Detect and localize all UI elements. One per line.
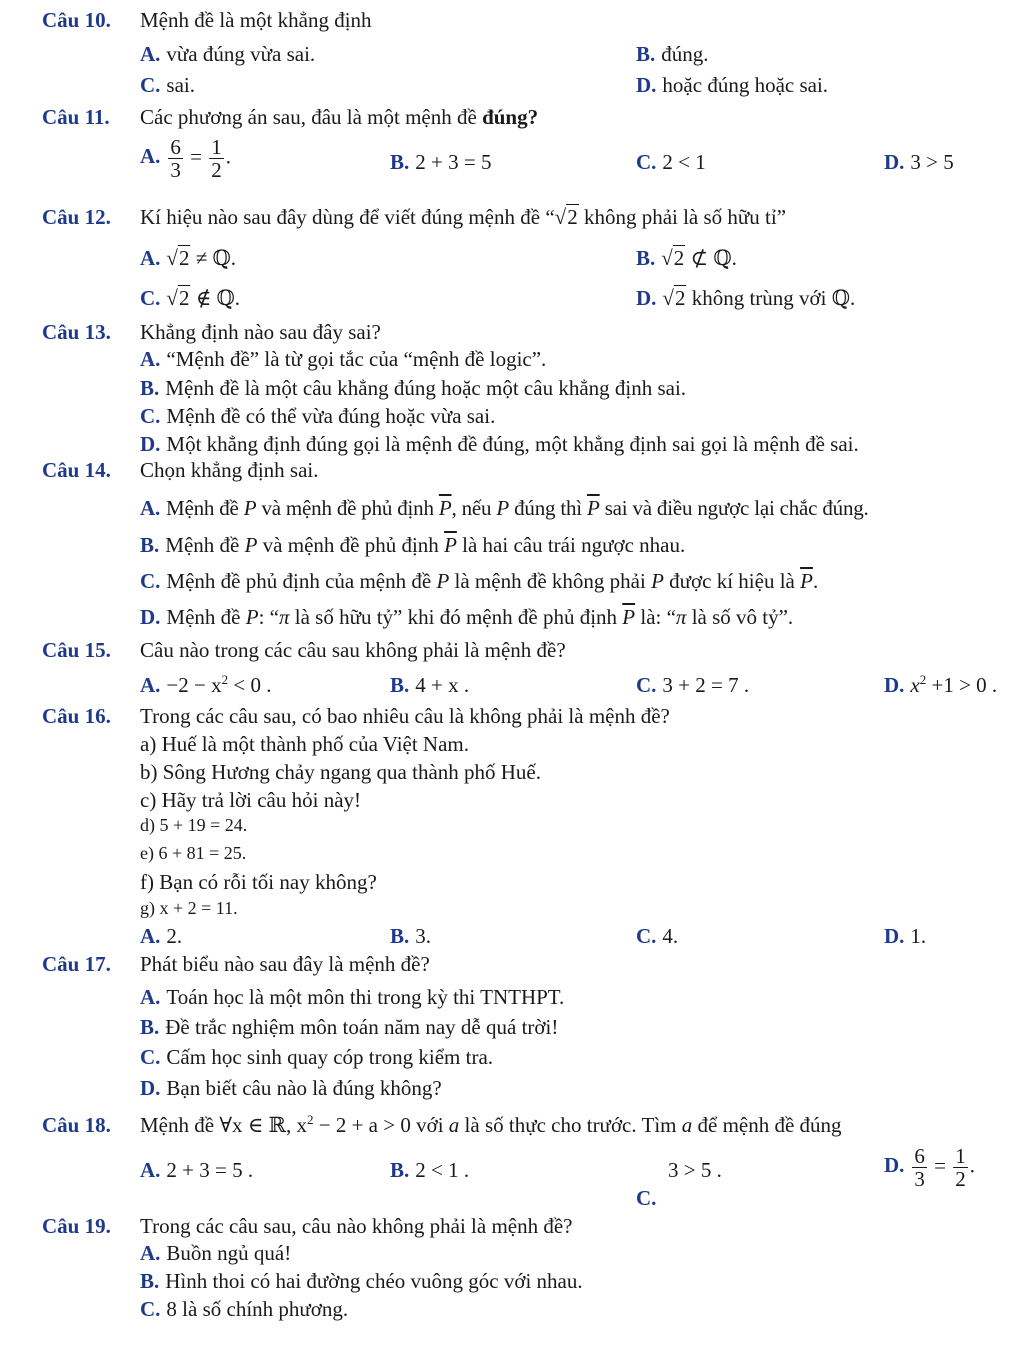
q16-item: b) Sông Hương chảy ngang qua thành phố Huế. [140, 760, 541, 784]
q17-option-c[interactable]: C. Cấm học sinh quay cóp trong kiểm tra. [140, 1045, 494, 1069]
q15-option-b[interactable]: B. 4 + x . [390, 673, 470, 697]
q14-option-b[interactable]: B. Mệnh đề P và mệnh đề phủ định $\overline{P}$ là hai câu trái ngược nhau. [140, 533, 686, 557]
q13-option-d[interactable]: D. Một khẳng định đúng gọi là mệnh đề đúng, một khẳng định sai gọi là mệnh đề sai. [140, 432, 859, 456]
question-12-stem: Câu 12. Kí hiệu nào sau đây dùng để viết đúng mệnh đề “√2 không phải là số hữu tỉ” [42, 205, 787, 229]
fraction: $\frac{1}{2}$ [955, 1144, 966, 1192]
q10-option-d[interactable]: D. hoặc đúng hoặc sai. [636, 73, 829, 97]
q13-option-a[interactable]: A. “Mệnh đề” là từ gọi tắc của “mệnh đề logic”. [140, 347, 547, 371]
q12-option-b[interactable]: B. √2 ⊄ ℚ. [636, 246, 737, 270]
question-19-stem: Câu 19. Trong các câu sau, câu nào không phải là mệnh đề? [42, 1214, 573, 1238]
fraction: $\frac{1}{2}$ [211, 135, 222, 183]
q16-option-b[interactable]: B. 3. [390, 924, 432, 948]
q17-option-a[interactable]: A. Toán học là một môn thi trong kỳ thi TNTHPT. [140, 985, 565, 1009]
q16-item: c) Hãy trả lời câu hỏi này! [140, 788, 362, 812]
fraction: $\frac{6}{3}$ [170, 135, 181, 183]
q16-item: f) Bạn có rỗi tối nay không? [140, 870, 377, 894]
question-15-stem: Câu 15. Câu nào trong các câu sau không phải là mệnh đề? [42, 638, 566, 662]
q11-option-b[interactable]: B. 2 + 3 = 5 [390, 150, 492, 174]
q19-option-c[interactable]: C. 8 là số chính phương. [140, 1297, 349, 1321]
q14-option-d[interactable]: D. Mệnh đề P: “π là số hữu tỷ” khi đó mệnh đề phủ định $\overline{P}$ là: “π là số vô tỷ”. [140, 605, 794, 629]
q14-option-a[interactable]: A. Mệnh đề P và mệnh đề phủ định $\overline{P}$, nếu P đúng thì $\overline{P}$ sai và điều ngược lại chắc đúng. [140, 496, 869, 520]
q16-option-c[interactable]: C. 4. [636, 924, 679, 948]
q18-option-a[interactable]: A. 2 + 3 = 5 . [140, 1158, 254, 1182]
fraction: $\frac{6}{3}$ [914, 1144, 925, 1192]
q12-option-c[interactable]: C. √2 ∉ ℚ. [140, 286, 241, 310]
q16-item: g) x + 2 = 11. [140, 898, 238, 918]
q11-option-a[interactable]: A. $\frac{6}{3}$ = $\frac{1}{2}$ . [140, 135, 232, 183]
q11-option-c[interactable]: C. 2 < 1 [636, 150, 706, 174]
question-13-stem: Câu 13. Khẳng định nào sau đây sai? [42, 320, 381, 344]
q18-option-b[interactable]: B. 2 < 1 . [390, 1158, 470, 1182]
question-10-stem [42, 8, 372, 33]
q17-option-d[interactable]: D. Bạn biết câu nào là đúng không? [140, 1076, 442, 1100]
q11-option-d[interactable]: D. 3 > 5 [884, 150, 954, 174]
q12-option-a[interactable]: A. √2 ≠ ℚ. [140, 246, 237, 270]
q18-option-d[interactable]: D. $\frac{6}{3}$ = $\frac{1}{2}$ . [884, 1144, 976, 1192]
q16-item: a) Huế là một thành phố của Việt Nam. [140, 732, 470, 756]
sqrt-two: √2 [554, 205, 578, 229]
question-14-stem: Câu 14. Chọn khẳng định sai. [42, 458, 319, 482]
question-number: Câu 10. [42, 8, 111, 32]
q10-option-b[interactable]: B. đúng. [636, 42, 709, 66]
q10-option-c[interactable]: C. sai. [140, 73, 195, 97]
q16-option-a[interactable]: A. 2. [140, 924, 183, 948]
q16-item: e) 6 + 81 = 25. [140, 843, 247, 863]
question-17-stem: Câu 17. Phát biểu nào sau đây là mệnh đề? [42, 952, 430, 976]
q12-option-d[interactable]: D. √2 không trùng với ℚ. [636, 286, 856, 310]
q13-option-c[interactable]: C. Mệnh đề có thể vừa đúng hoặc vừa sai. [140, 404, 496, 428]
q18-option-c-value[interactable]: 3 > 5 . [668, 1158, 722, 1182]
q17-option-b[interactable]: B. Đề trắc nghiệm môn toán năm nay dễ quá trời! [140, 1015, 559, 1039]
question-11-stem: Câu 11. Các phương án sau, đâu là một mệnh đề đúng? [42, 105, 539, 129]
question-18-stem: Câu 18. Mệnh đề ∀x ∈ ℝ, $x^2 - 2 + a > 0$ với a là số thực cho trước. Tìm a để mệnh đề đúng [42, 1112, 842, 1137]
q15-option-a[interactable]: A. $-2 - x^2 < 0$ . [140, 672, 272, 697]
q13-option-b[interactable]: B. Mệnh đề là một câu khẳng đúng hoặc một câu khẳng định sai. [140, 376, 687, 400]
q19-option-a[interactable]: A. Buồn ngủ quá! [140, 1241, 292, 1265]
q15-option-d[interactable]: D. $x^2 +1 > 0$ . [884, 672, 998, 697]
question-16-stem: Câu 16. Trong các câu sau, có bao nhiêu câu là không phải là mệnh đề? [42, 704, 670, 728]
q19-option-b[interactable]: B. Hình thoi có hai đường chéo vuông góc với nhau. [140, 1269, 583, 1293]
q18-option-c-label[interactable]: C. [636, 1186, 657, 1210]
q15-option-c[interactable]: C. 3 + 2 = 7 . [636, 673, 750, 697]
question-text: Mệnh đề là một khẳng định [140, 8, 372, 32]
q16-item: d) 5 + 19 = 24. [140, 815, 248, 835]
q10-option-a[interactable]: A. vừa đúng vừa sai. [140, 42, 316, 66]
q16-option-d[interactable]: D. 1. [884, 924, 927, 948]
q14-option-c[interactable]: C. Mệnh đề phủ định của mệnh đề P là mệnh đề không phải P được kí hiệu là $\overline{P}$. [140, 569, 819, 593]
